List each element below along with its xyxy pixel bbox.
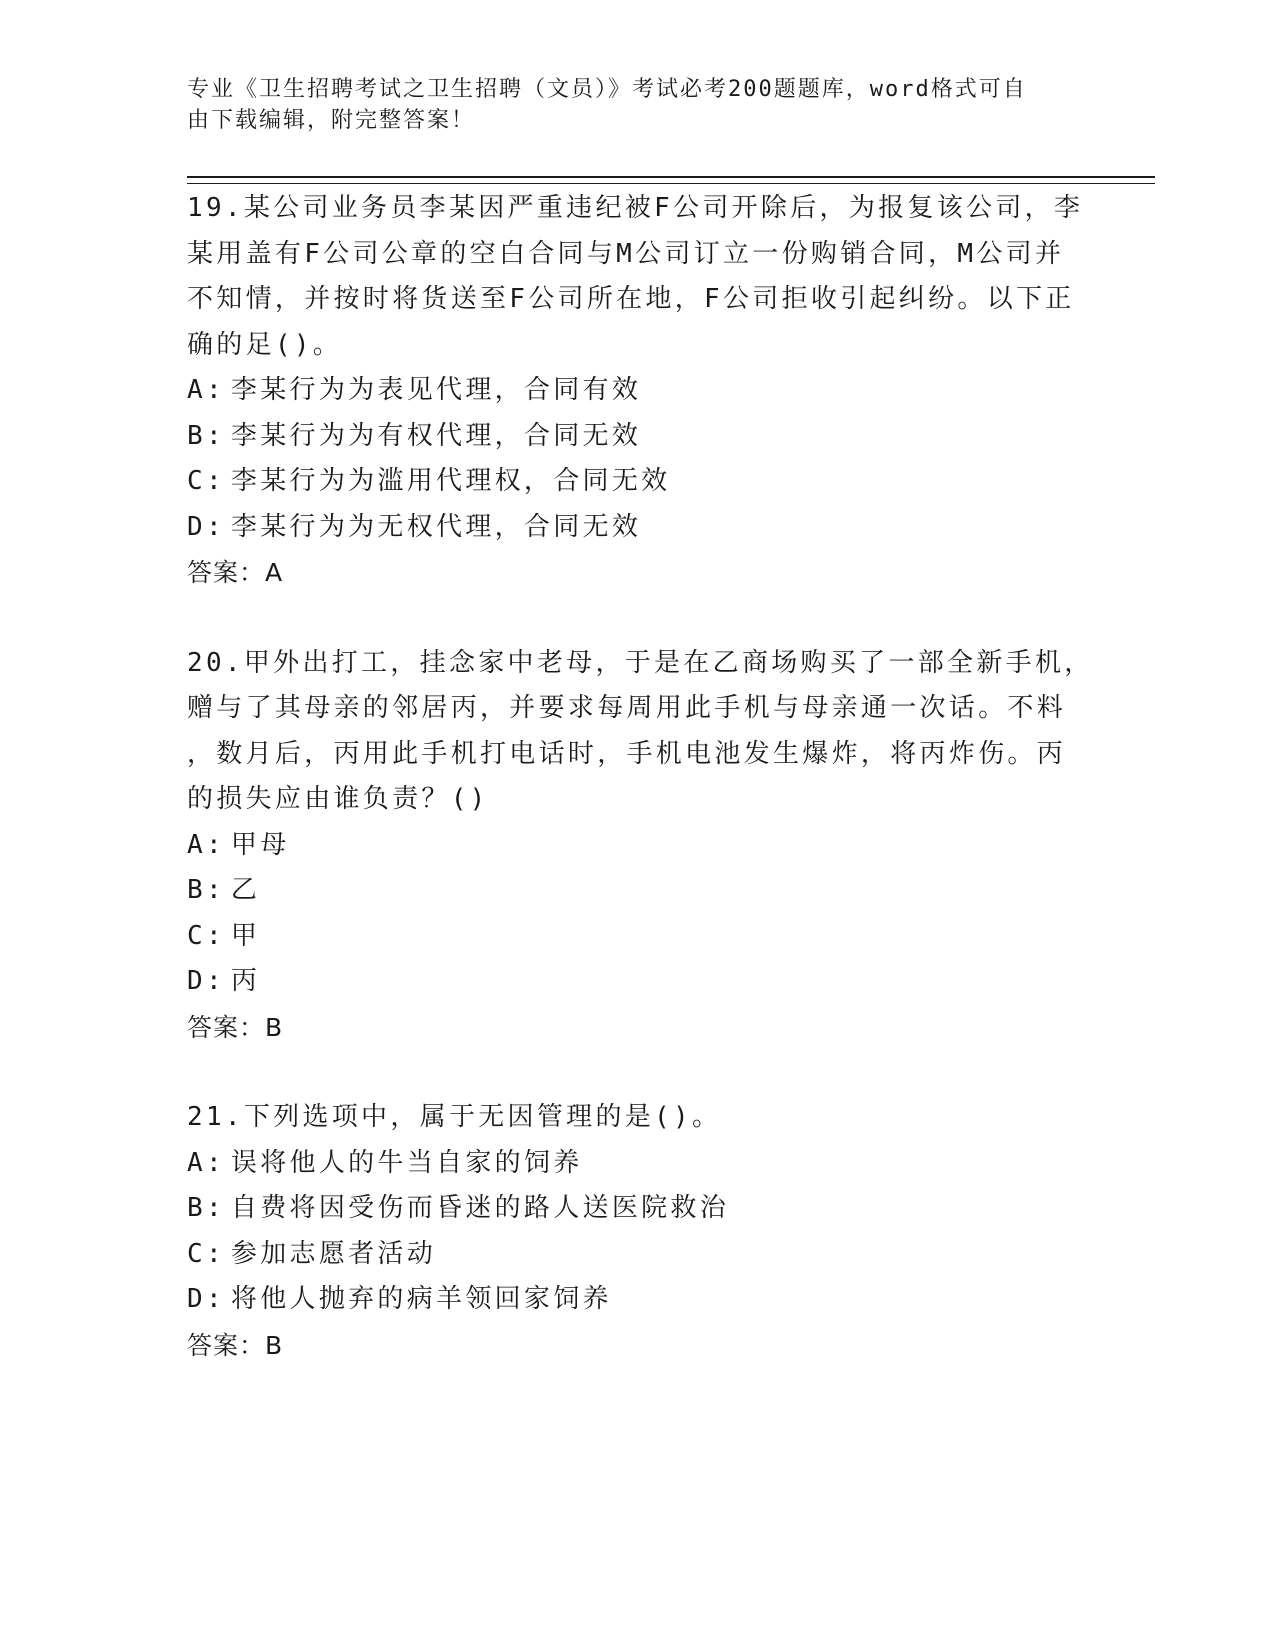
header-divider-thick bbox=[187, 176, 1155, 178]
option-text: 甲 bbox=[230, 920, 261, 951]
answer: 答案：B bbox=[187, 1330, 284, 1360]
document-header bbox=[187, 74, 1067, 136]
stem-line: ，数月后，丙用此手机打电话时，手机电池发生爆炸，将丙炸伤。丙 bbox=[187, 738, 1067, 769]
option-d bbox=[187, 1277, 1087, 1323]
stem-line: 确的足()。 bbox=[187, 329, 343, 360]
question-stem bbox=[187, 641, 1094, 823]
option-text: 将他人抛弃的病羊领回家饲养 bbox=[230, 1284, 612, 1314]
option-a bbox=[187, 1141, 1087, 1187]
option-a bbox=[187, 823, 1087, 869]
stem-line: 21.下列选项中，属于无因管理的是()。 bbox=[187, 1102, 722, 1132]
option-key: D: bbox=[187, 1284, 225, 1314]
question-stem bbox=[187, 186, 1087, 368]
option-d bbox=[187, 505, 1087, 551]
question-list bbox=[187, 186, 1094, 1413]
option-text: 自费将因受伤而昏迷的路人送医院救治 bbox=[230, 1193, 730, 1223]
option-a bbox=[187, 368, 1087, 414]
option-c bbox=[187, 914, 1087, 960]
question-21 bbox=[187, 1095, 1087, 1368]
answer: 答案：A bbox=[187, 558, 284, 587]
option-key: C: bbox=[187, 1238, 225, 1269]
option-b bbox=[187, 1186, 1087, 1232]
stem-line: 的损失应由谁负责？() bbox=[187, 784, 489, 814]
stem-line: 20.甲外出打工，挂念家中老母，于是在乙商场购买了一部全新手机， bbox=[187, 647, 1094, 678]
option-c bbox=[187, 1232, 1087, 1278]
header-line-2: 由下载编辑，附完整答案！ bbox=[187, 108, 476, 133]
option-key: C: bbox=[187, 920, 225, 951]
header-line-1: 专业《卫生招聘考试之卫生招聘（文员）》考试必考200题题库，word格式可自 bbox=[187, 77, 1027, 102]
option-key: D: bbox=[187, 966, 225, 996]
stem-line: 某用盖有F公司公章的空白合同与M公司订立一份购销合同，M公司并 bbox=[187, 238, 1065, 269]
stem-line: 赠与了其母亲的邻居丙，并要求每周用此手机与母亲通一次话。不料 bbox=[187, 693, 1067, 723]
option-d bbox=[187, 959, 1087, 1005]
option-key: B: bbox=[187, 875, 225, 905]
option-key: A: bbox=[187, 829, 225, 860]
option-text: 李某行为为有权代理，合同无效 bbox=[230, 420, 642, 451]
option-text: 李某行为为表见代理，合同有效 bbox=[230, 375, 642, 405]
option-text: 丙 bbox=[230, 966, 261, 996]
option-text: 参加志愿者活动 bbox=[230, 1238, 437, 1269]
option-key: A: bbox=[187, 375, 225, 405]
option-text: 乙 bbox=[230, 875, 261, 905]
question-stem bbox=[187, 1095, 1087, 1141]
option-key: A: bbox=[187, 1147, 225, 1178]
option-key: D: bbox=[187, 511, 225, 542]
option-text: 李某行为为无权代理，合同无效 bbox=[230, 511, 642, 542]
option-b bbox=[187, 414, 1087, 460]
option-text: 甲母 bbox=[230, 829, 290, 860]
question-20 bbox=[187, 641, 1094, 1051]
stem-line: 不知情，并按时将货送至F公司所在地，F公司拒收引起纠纷。以下正 bbox=[187, 284, 1075, 314]
option-c bbox=[187, 459, 1087, 505]
option-b bbox=[187, 868, 1087, 914]
option-key: C: bbox=[187, 466, 225, 496]
option-text: 李某行为为滥用代理权，合同无效 bbox=[230, 466, 671, 496]
stem-line: 19.某公司业务员李某因严重违纪被F公司开除后，为报复该公司，李 bbox=[187, 193, 1084, 223]
option-text: 误将他人的牛当自家的饲养 bbox=[230, 1147, 583, 1178]
question-19 bbox=[187, 186, 1087, 596]
option-key: B: bbox=[187, 420, 225, 451]
answer: 答案：B bbox=[187, 1012, 284, 1042]
option-key: B: bbox=[187, 1193, 225, 1223]
header-divider-thin bbox=[187, 183, 1155, 184]
